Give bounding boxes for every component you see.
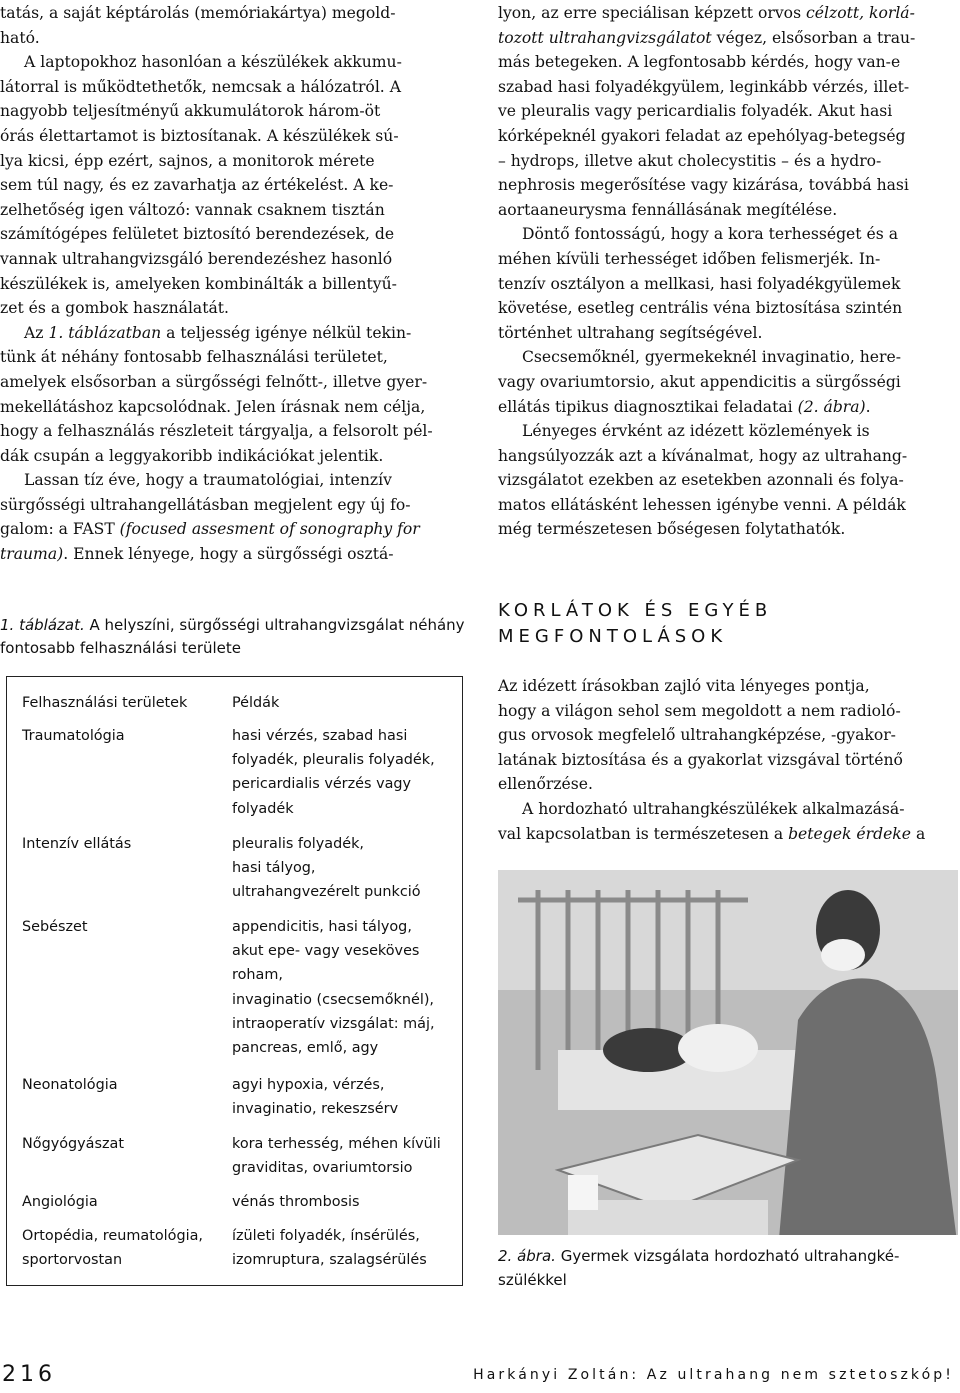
table-caption [0,614,470,660]
section-paragraph-1: Az idézett írásokban zajló vita lényeges pontja, hogy a világon sehol sem megoldott a nem radioló- gus orvosok megfelelő ultrahangképzése, -gyakor- latának biztosítása és a gyakorlat vizsgával történő ellenőrzése. [498,677,903,794]
table-cell-area: Intenzív ellátás [22,836,132,852]
figure-caption [498,1244,958,1292]
photo-illustration [498,870,958,1235]
table-cell-area: Angiológia [22,1194,98,1210]
left-paragraph-4: Lassan tíz éve, hogy a traumatológiai, intenzív sürgősségi ultrahangellátásban megjelent egy új fo- galom: a FAST (focused assesment of sonography for trauma). Ennek lényege, hogy a sürgősségi osztá- [0,471,420,564]
figure-caption-label: 2. ábra. [498,1247,556,1265]
table-cell-examples: appendicitis, hasi tályog, akut epe- vagy veseköves roham, invaginatio (csecsemőknél), intraoperatív vizsgálat: máj, pancreas, emlő, agy [232,919,435,1057]
table-cell-area: Nőgyógyászat [22,1136,125,1152]
left-paragraph-3: Az 1. táblázatban a teljesség igénye nélkül tekin- tünk át néhány fontosabb felhasználási területet, amelyek elsősorban a sürgősségi felnőtt-, illetve gyer- mekellátáshoz kapcsolódnak. Jelen írásnak nem célja, hogy a felhasználás részleteit tárgyalja, a felsorolt pél- dák csupán a leggyakoribb indikációkat jelentik. [0,323,433,465]
section-paragraph-2: A hordozható ultrahangkészülékek alkalmazásá- val kapcsolatban is természetesen a betegek érdeke a [498,799,926,843]
table-cell-area: Ortopédia, reumatológia, sportorvostan [22,1228,203,1269]
table-header-area: Felhasználási területek [22,695,188,711]
right-column [498,1,960,542]
table-cell-examples: kora terhesség, méhen kívüli graviditas, ovariumtorsio [232,1136,441,1177]
page-number: 216 [2,1362,56,1387]
section-heading [498,598,958,650]
left-paragraph-1: tatás, a saját képtárolás (memóriakártya) megold- ható. [0,4,396,47]
table-caption-label: 1. táblázat. [0,616,85,634]
table-caption-text: A helyszíni, sürgősségi ultrahangvizsgálat néhány fontosabb felhasználási területe [0,616,465,657]
section-heading-line-1: KORLÁTOK ÉS EGYÉB [498,600,773,621]
section-heading-line-2: MEGFONTOLÁSOK [498,626,728,647]
left-column [0,1,478,567]
right-paragraph-1: lyon, az erre speciálisan képzett orvos célzott, korlá- tozott ultrahangvizsgálatot végez, elsősorban a trau- más betegeken. A legfontosabb kérdés, hogy van-e szabad hasi folyadékgyülem, leginkább vérzés, illet- ve pleuralis vagy pericardialis folyadék. Akut hasi kórképeknél gyakori feladat az epehólyag-betegség – hydrops, illetve akut cholecystitis – és a hydro- nephrosis megerősítése vagy kizárása, továbbá hasi aortaaneurysma fennállásának megítélése. [498,4,916,219]
table-header-examples: Példák [232,695,280,711]
table-cell-examples: ízületi folyadék, ínsérülés, izomruptura, szalagsérülés [232,1228,427,1269]
table-cell-area: Sebészet [22,919,88,935]
ultrasound-exam-photo [498,870,958,1235]
table-cell-examples: vénás thrombosis [232,1194,360,1210]
right-paragraph-4: Lényeges érvként az idézett közlemények is hangsúlyozzák azt a kívánalmat, hogy az ultrahang- vizsgálatot ezekben az esetekben azonnali és folya- matos ellátásként lehessen igénybe venni. A példák még természetesen bőségesen folytathatók. [498,422,908,539]
left-paragraph-2: A laptopokhoz hasonlóan a készülékek akkumu- látorral is működtethetők, nemcsak a hálózatról. A nagyobb teljesítményű akkumulátorok három-öt órás élettartamot is biztosítanak. A készülékek sú- lya kicsi, épp ezért, sajnos, a monitorok mérete sem túl nagy, és ez zavarhatja az értékelést. A ke- zelhetőség igen változó: vannak csaknem tisztán számítógépes felületet biztosító berendezések, de vannak ultrahangvizsgáló berendezéshez hasonló készülékek is, amelyeken kombinálták a billentyű- zet és a gombok használatát. [0,53,402,318]
figure-caption-text: Gyermek vizsgálata hordozható ultrahangké-szülékkel [498,1247,900,1289]
section-body [498,674,960,846]
table-cell-examples: pleuralis folyadék, hasi tályog, ultrahangvezérelt punkció [232,836,421,901]
table-cell-area: Neonatológia [22,1077,118,1093]
running-title: Harkányi Zoltán: Az ultrahang nem sztetoszkóp! [473,1367,954,1383]
table-cell-examples: hasi vérzés, szabad hasi folyadék, pleuralis folyadék, pericardialis vérzés vagy folyadék [232,728,435,817]
right-paragraph-2: Döntő fontosságú, hogy a kora terhességet és a méhen kívüli terhességet időben felismerjék. In- tenzív osztályon a mellkasi, hasi folyadékgyülemek követése, esetleg centrális véna biztosítása szintén történhet ultrahang segítségével. [498,225,903,342]
right-paragraph-3: Csecsemőknél, gyermekeknél invaginatio, here- vagy ovariumtorsio, akut appendicitis a sürgősségi ellátás tipikus diagnosztikai feladatai (2. ábra). [498,348,901,416]
table-cell-examples: agyi hypoxia, vérzés, invaginatio, rekeszsérv [232,1077,399,1118]
table-cell-area: Traumatológia [22,728,125,744]
usage-table [6,676,463,1286]
